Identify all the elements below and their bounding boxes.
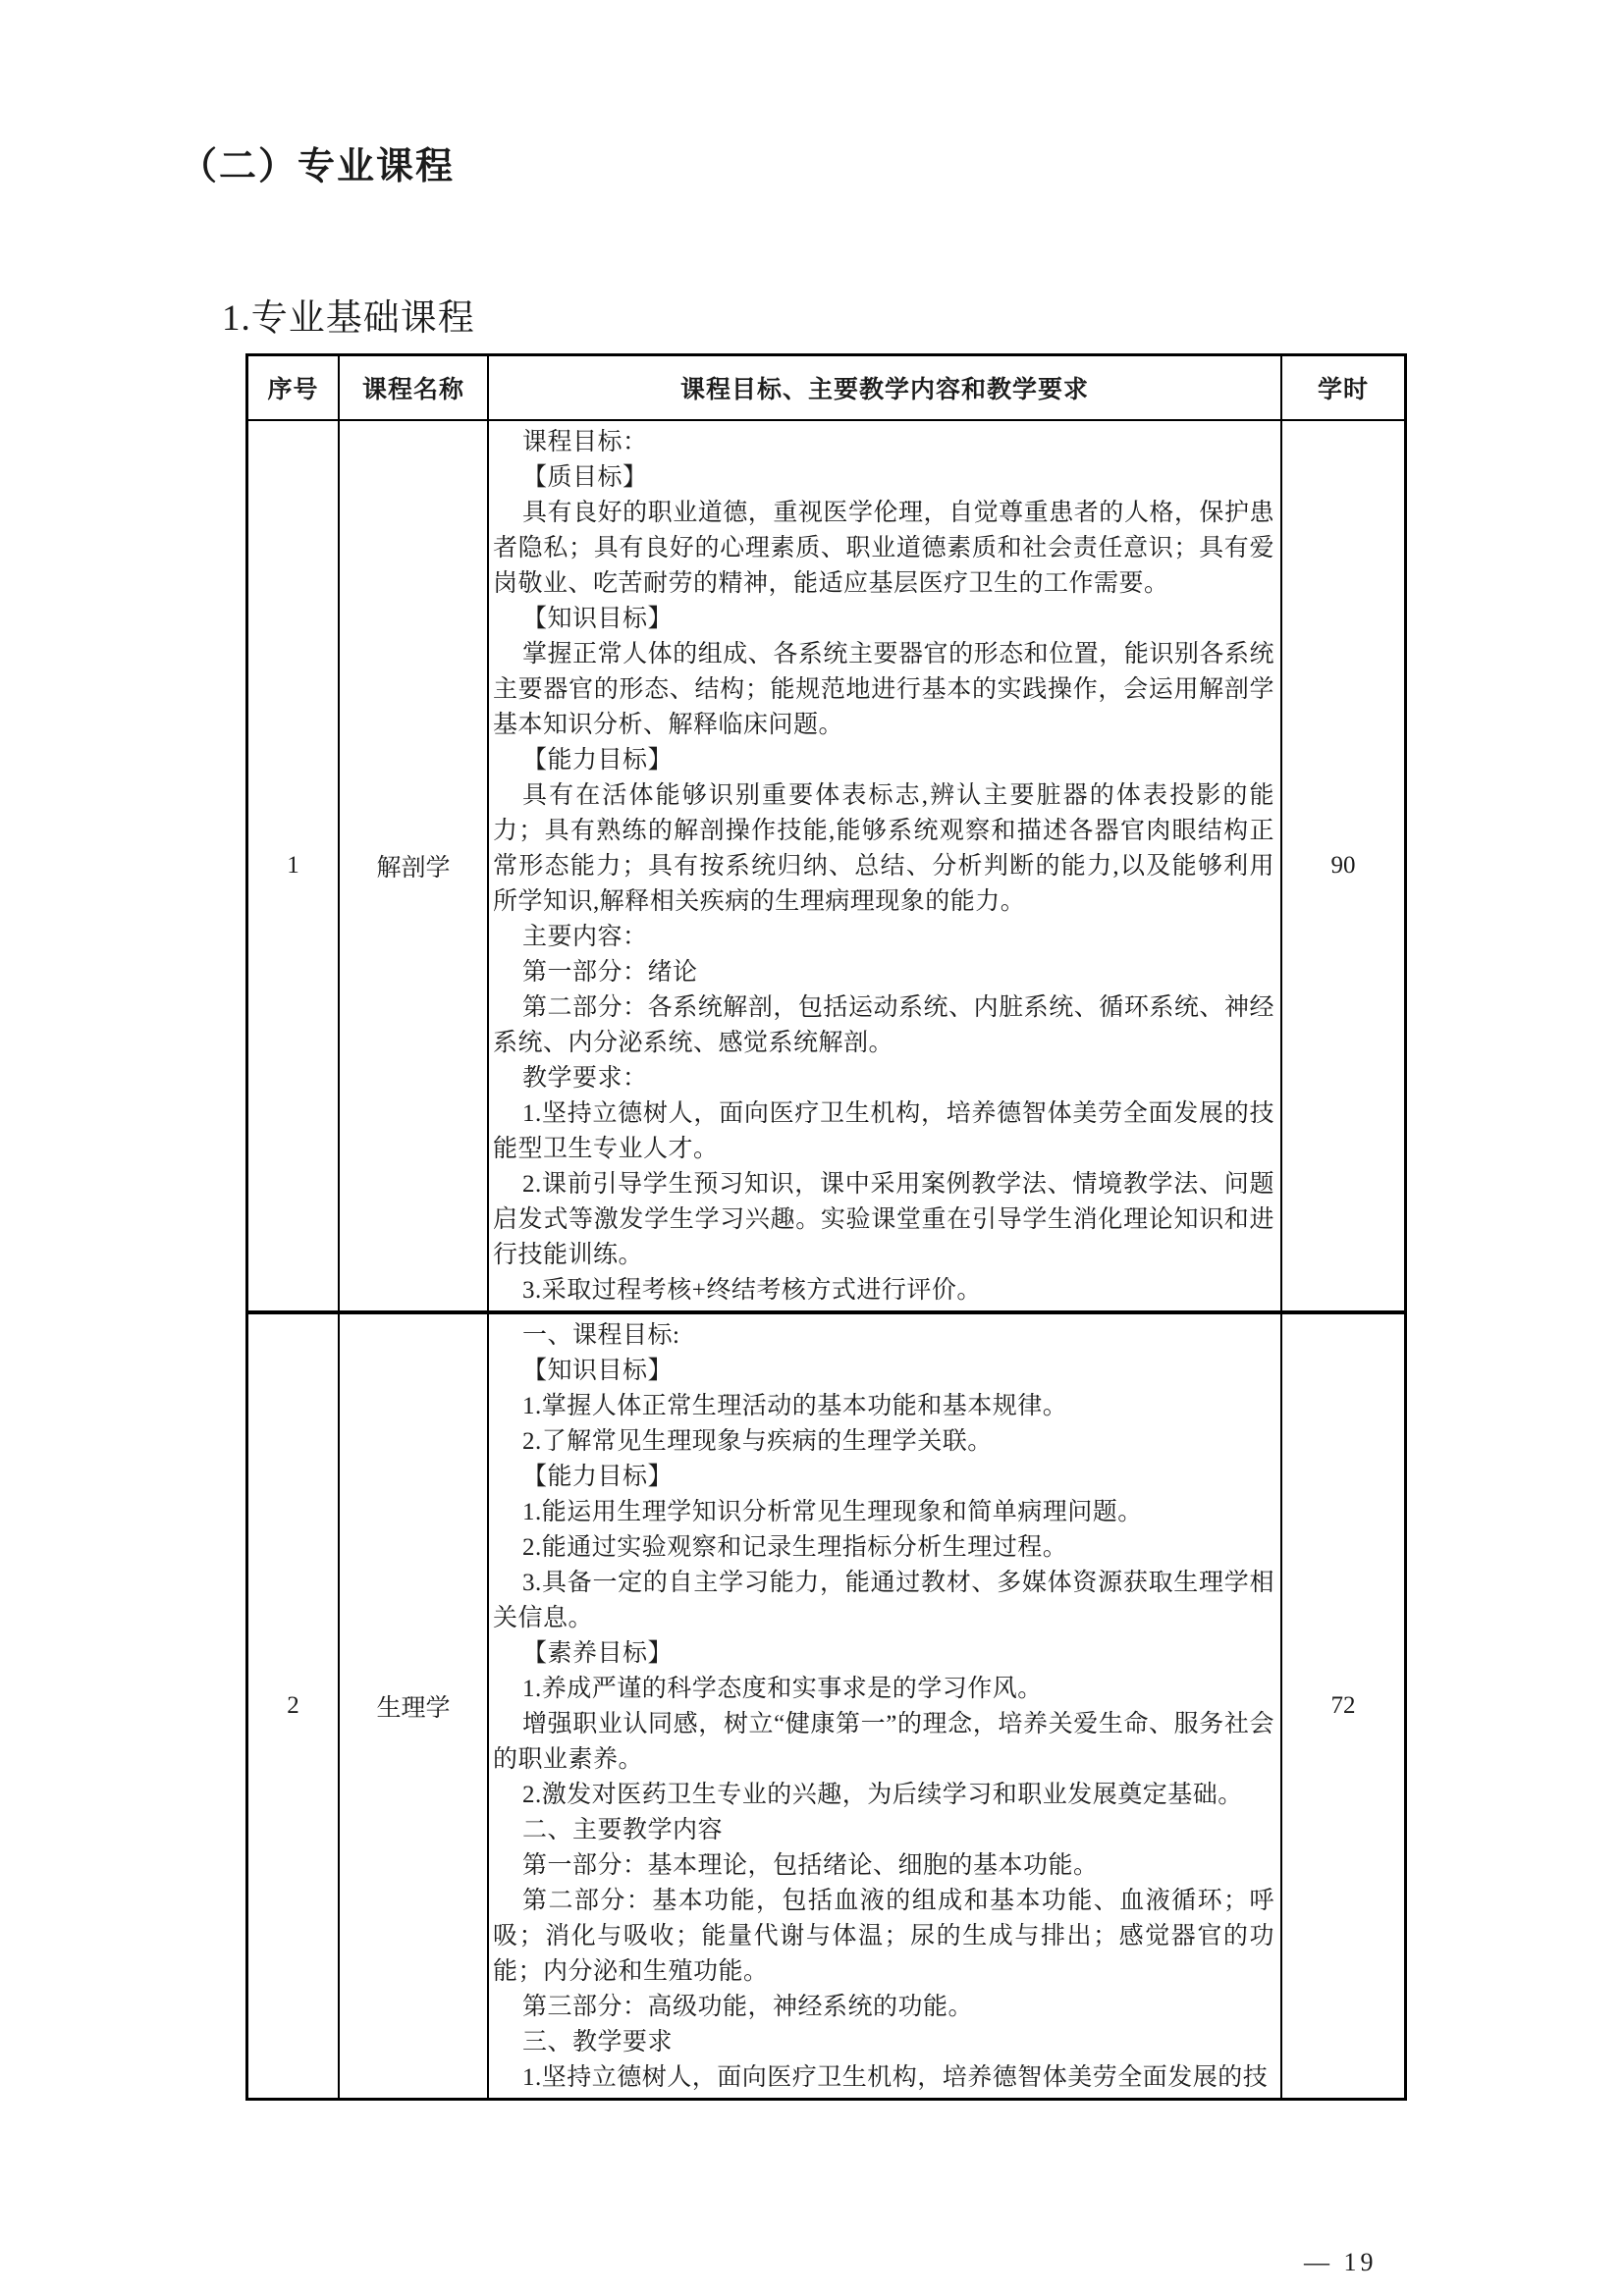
header-hours: 学时: [1317, 377, 1369, 403]
paragraph: 第二部分：各系统解剖，包括运动系统、内脏系统、循环系统、神经系统、内分泌系统、感觉系统解剖。: [493, 994, 1274, 1056]
row-index: 2: [248, 1314, 340, 2098]
paragraph: 2.能通过实验观察和记录生理指标分析生理过程。: [522, 1534, 1068, 1561]
paragraph: 3.具备一定的自主学习能力，能通过教材、多媒体资源获取生理学相关信息。: [493, 1570, 1274, 1631]
course-detail: [489, 1314, 1282, 2098]
paragraph: 掌握正常人体的组成、各系统主要器官的形态和位置，能识别各系统主要器官的形态、结构；能规范地进行基本的实践操作，会运用解剖学基本知识分析、解释临床问题。: [493, 641, 1274, 738]
paragraph: 增强职业认同感，树立“健康第一”的理念，培养关爱生命、服务社会的职业素养。: [493, 1711, 1274, 1773]
paragraph: 课程目标：: [522, 429, 648, 455]
section-title: （二）专业课程: [180, 146, 456, 187]
paragraph: 1.养成严谨的科学态度和实事求是的学习作风。: [522, 1676, 1043, 1702]
paragraph: 第一部分：基本理论，包括绪论、细胞的基本功能。: [522, 1852, 1099, 1879]
subsection-title: 1.专业基础课程: [222, 298, 475, 339]
paragraph: 2.了解常见生理现象与疾病的生理学关联。: [522, 1428, 993, 1455]
paragraph: 具有良好的职业道德，重视医学伦理，自觉尊重患者的人格，保护患者隐私；具有良好的心理素质、职业道德素质和社会责任意识；具有爱岗敬业、吃苦耐劳的精神，能适应基层医疗卫生的工作需要。: [493, 500, 1274, 597]
course-name: 生理学: [340, 1314, 489, 2098]
table-header-row: [248, 356, 1404, 421]
paragraph: 1.坚持立德树人，面向医疗卫生机构，培养德智体美劳全面发展的技: [522, 2064, 1269, 2091]
course-table: [245, 353, 1407, 2101]
paragraph: 【素养目标】: [522, 1640, 674, 1667]
table-row: [248, 421, 1404, 1310]
paragraph: 第一部分：绪论: [522, 959, 698, 986]
paragraph: 1.能运用生理学知识分析常见生理现象和简单病理问题。: [522, 1499, 1143, 1525]
paragraph: 第三部分：高级功能，神经系统的功能。: [522, 1994, 974, 2020]
paragraph: 【知识目标】: [522, 1358, 674, 1384]
paragraph: 一、课程目标:: [522, 1322, 680, 1349]
paragraph: 教学要求：: [522, 1065, 648, 1092]
header-index: 序号: [248, 356, 340, 419]
course-hours: 90: [1330, 852, 1356, 879]
paragraph: 【能力目标】: [522, 1464, 674, 1490]
header-objectives: 课程目标、主要教学内容和教学要求: [489, 356, 1282, 419]
paragraph: 【质目标】: [522, 464, 648, 491]
header-course-name: 课程名称: [340, 356, 489, 419]
paragraph: 2.激发对医药卫生专业的兴趣，为后续学习和职业发展奠定基础。: [522, 1782, 1243, 1808]
paragraph: 二、主要教学内容: [522, 1817, 724, 1843]
paragraph: 具有在活体能够识别重要体表标志,辨认主要脏器的体表投影的能力；具有熟练的解剖操作技能,能够系统观察和描述各器官肉眼结构正常形态能力；具有按系统归纳、总结、分析判断的能力,以及能够利用所学知识,解释相关疾病的生理病理现象的能力。: [493, 782, 1274, 915]
paragraph: 第二部分：基本功能，包括血液的组成和基本功能、血液循环；呼吸；消化与吸收；能量代谢与体温；尿的生成与排出；感觉器官的功能；内分泌和生殖功能。: [493, 1888, 1274, 1985]
course-name: 解剖学: [340, 421, 489, 1310]
table-row: [248, 1310, 1404, 2098]
paragraph: 1.掌握人体正常生理活动的基本功能和基本规律。: [522, 1393, 1068, 1419]
course-detail: [489, 421, 1282, 1310]
paragraph: 1.坚持立德树人，面向医疗卫生机构，培养德智体美劳全面发展的技能型卫生专业人才。: [493, 1100, 1274, 1162]
paragraph: 2.课前引导学生预习知识，课中采用案例教学法、情境教学法、问题启发式等激发学生学习兴趣。实验课堂重在引导学生消化理论知识和进行技能训练。: [493, 1171, 1274, 1268]
page-number: — 19: [1304, 2248, 1378, 2276]
paragraph: 3.采取过程考核+终结考核方式进行评价。: [522, 1277, 982, 1304]
course-hours: 72: [1330, 1692, 1356, 1719]
paragraph: 三、教学要求: [522, 2029, 674, 2056]
row-index: 1: [248, 421, 340, 1310]
paragraph: 主要内容：: [522, 924, 648, 950]
paragraph: 【知识目标】: [522, 606, 674, 632]
paragraph: 【能力目标】: [522, 747, 674, 774]
